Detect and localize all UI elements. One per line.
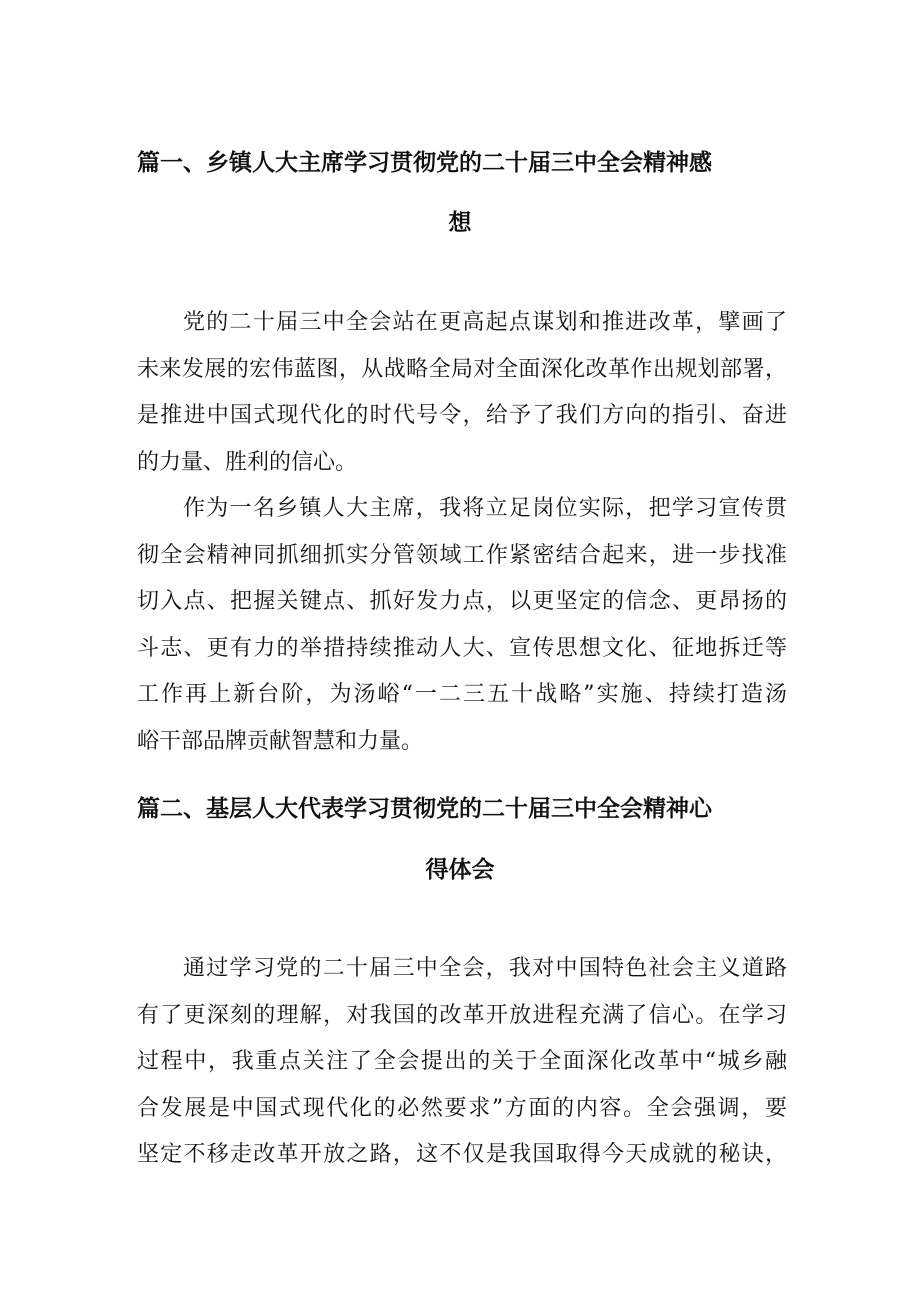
text-line: 工作再上新台阶，为汤峪“一二三五十战略”实施、持续打造汤 xyxy=(137,682,787,707)
text-line: 彻全会精神同抓细抓实分管领域工作紧密结合起来，进一步找准 xyxy=(137,542,787,568)
section-1-title-line-1: 篇一、乡镇人大主席学习贯彻党的二十届三中全会精神感 xyxy=(137,150,712,176)
text-line: 通过学习党的二十届三中全会，我对中国特色社会主义道路 xyxy=(183,956,787,981)
text-line: 未来发展的宏伟蓝图，从战略全局对全面深化改革作出规划部署， xyxy=(137,356,787,382)
section-2-title-line-1: 篇二、基层人大代表学习贯彻党的二十届三中全会精神心 xyxy=(137,796,712,822)
text-line: 斗志、更有力的举措持续推动人大、宣传思想文化、征地拆迁等 xyxy=(137,635,787,661)
text-line: 有了更深刻的理解，对我国的改革开放进程充满了信心。在学习 xyxy=(137,1002,787,1028)
text-line: 党的二十届三中全会站在更高起点谋划和推进改革，擘画了 xyxy=(183,310,787,335)
text-line: 的力量、胜利的信心。 xyxy=(137,449,358,475)
text-line: 坚定不移走改革开放之路，这不仅是我国取得今天成就的秘诀， xyxy=(137,1142,787,1167)
section-1-title-line-2: 想 xyxy=(448,210,472,236)
text-line: 是推进中国式现代化的时代号令，给予了我们方向的指引、奋进 xyxy=(137,403,787,428)
text-line: 切入点、把握关键点、抓好发力点，以更坚定的信念、更昂扬的 xyxy=(137,589,787,614)
text-line: 合发展是中国式现代化的必然要求”方面的内容。全会强调，要 xyxy=(137,1095,787,1121)
section-2-paragraph-1 xyxy=(137,946,787,1179)
section-2-title-line-2: 得体会 xyxy=(425,857,495,883)
section-1-paragraph-1 xyxy=(137,300,787,486)
section-1-paragraph-2 xyxy=(137,486,787,765)
text-line: 作为一名乡镇人大主席，我将立足岗位实际，把学习宣传贯 xyxy=(183,496,787,521)
text-line: 峪干部品牌贡献智慧和力量。 xyxy=(137,728,424,754)
text-line: 过程中，我重点关注了全会提出的关于全面深化改革中“城乡融 xyxy=(137,1049,787,1074)
